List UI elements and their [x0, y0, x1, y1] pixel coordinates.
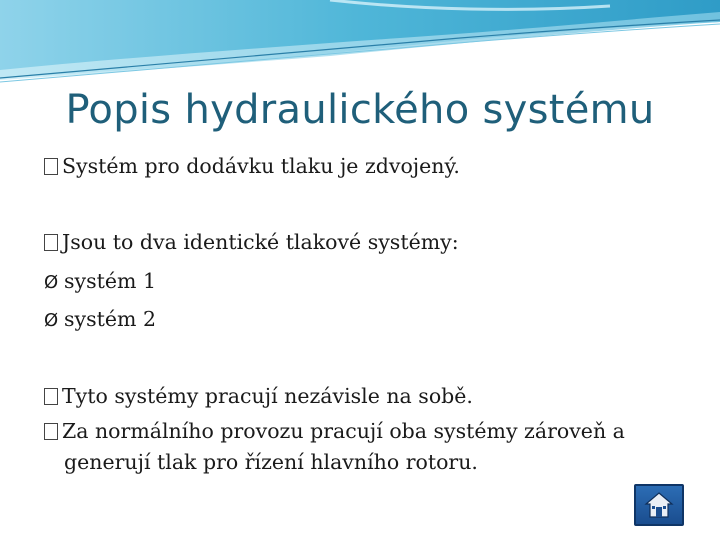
list-item-text: Za normálního provozu pracují oba systémy zároveň a — [62, 419, 625, 443]
box-bullet-icon — [44, 388, 58, 405]
list-item — [44, 231, 459, 255]
arrow-bullet-icon: Ø — [44, 310, 59, 331]
list-item-continuation — [44, 451, 478, 475]
list-item — [44, 385, 473, 409]
home-icon — [644, 490, 674, 520]
list-item-text: Jsou to dva identické tlakové systémy: — [62, 230, 459, 254]
list-item-text: systém 2 — [64, 307, 156, 331]
box-bullet-icon — [44, 423, 58, 440]
home-button[interactable] — [634, 484, 684, 526]
box-bullet-icon — [44, 158, 58, 175]
header-wave-decoration — [0, 0, 720, 90]
list-item-text: Tyto systémy pracují nezávisle na sobě. — [62, 384, 473, 408]
box-bullet-icon — [44, 234, 58, 251]
arrow-bullet-icon: Ø — [44, 272, 59, 293]
list-item — [44, 270, 156, 294]
list-item-text: generují tlak pro řízení hlavního rotoru. — [64, 450, 478, 474]
list-item-text: systém 1 — [64, 269, 156, 293]
slide-title: Popis hydraulického systému — [65, 87, 655, 133]
list-item — [44, 155, 460, 179]
list-item-text: Systém pro dodávku tlaku je zdvojený. — [62, 154, 460, 178]
list-item — [44, 308, 156, 332]
list-item — [44, 420, 625, 444]
